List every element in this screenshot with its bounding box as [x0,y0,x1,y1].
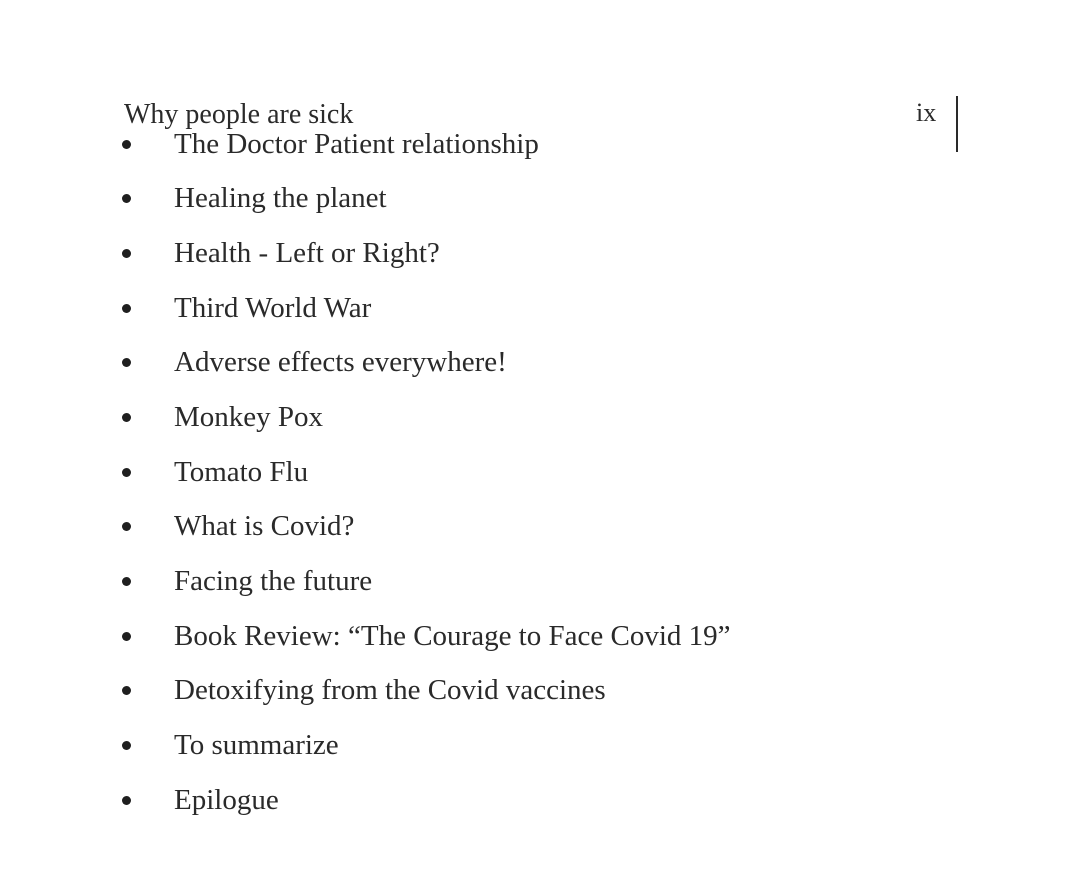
toc-item-label: Tomato Flu [174,456,309,488]
bullet-icon [122,796,131,805]
toc-item-label: To summarize [174,729,339,761]
bullet-icon [122,522,131,531]
bullet-icon [122,304,131,313]
toc-item-label: Healing the planet [174,182,387,214]
bullet-icon [122,358,131,367]
bullet-icon [122,468,131,477]
toc-item-label: Third World War [174,292,372,324]
toc-item-label: Epilogue [174,784,279,816]
toc-item [0,561,900,601]
page-divider [956,96,958,152]
toc-item [0,288,900,328]
bullet-icon [122,413,131,422]
toc-item-label: Facing the future [174,565,373,597]
toc-item [0,780,900,820]
page-number: ix [916,98,937,127]
toc-item [0,342,900,382]
toc-item [0,178,900,218]
toc-item [0,506,900,546]
toc-item [0,233,900,273]
toc-item-label: What is Covid? [174,510,355,542]
toc-item [0,397,900,437]
bullet-icon [122,741,131,750]
toc-item [0,452,900,492]
bullet-icon [122,686,131,695]
toc-item [0,124,900,164]
toc-item [0,725,900,765]
toc-item-label: Book Review: “The Courage to Face Covid 19” [174,620,731,652]
bullet-icon [122,249,131,258]
bullet-icon [122,140,131,149]
bullet-icon [122,194,131,203]
toc-item-label: The Doctor Patient relationship [174,128,539,160]
toc-item [0,670,900,710]
running-title: Why people are sick [124,99,354,130]
toc-item-label: Adverse effects everywhere! [174,346,507,378]
bullet-icon [122,632,131,641]
toc-item-label: Health - Left or Right? [174,237,440,269]
toc-item-label: Detoxifying from the Covid vaccines [174,674,606,706]
bullet-icon [122,577,131,586]
toc-item [0,616,900,656]
toc-item-label: Monkey Pox [174,401,324,433]
